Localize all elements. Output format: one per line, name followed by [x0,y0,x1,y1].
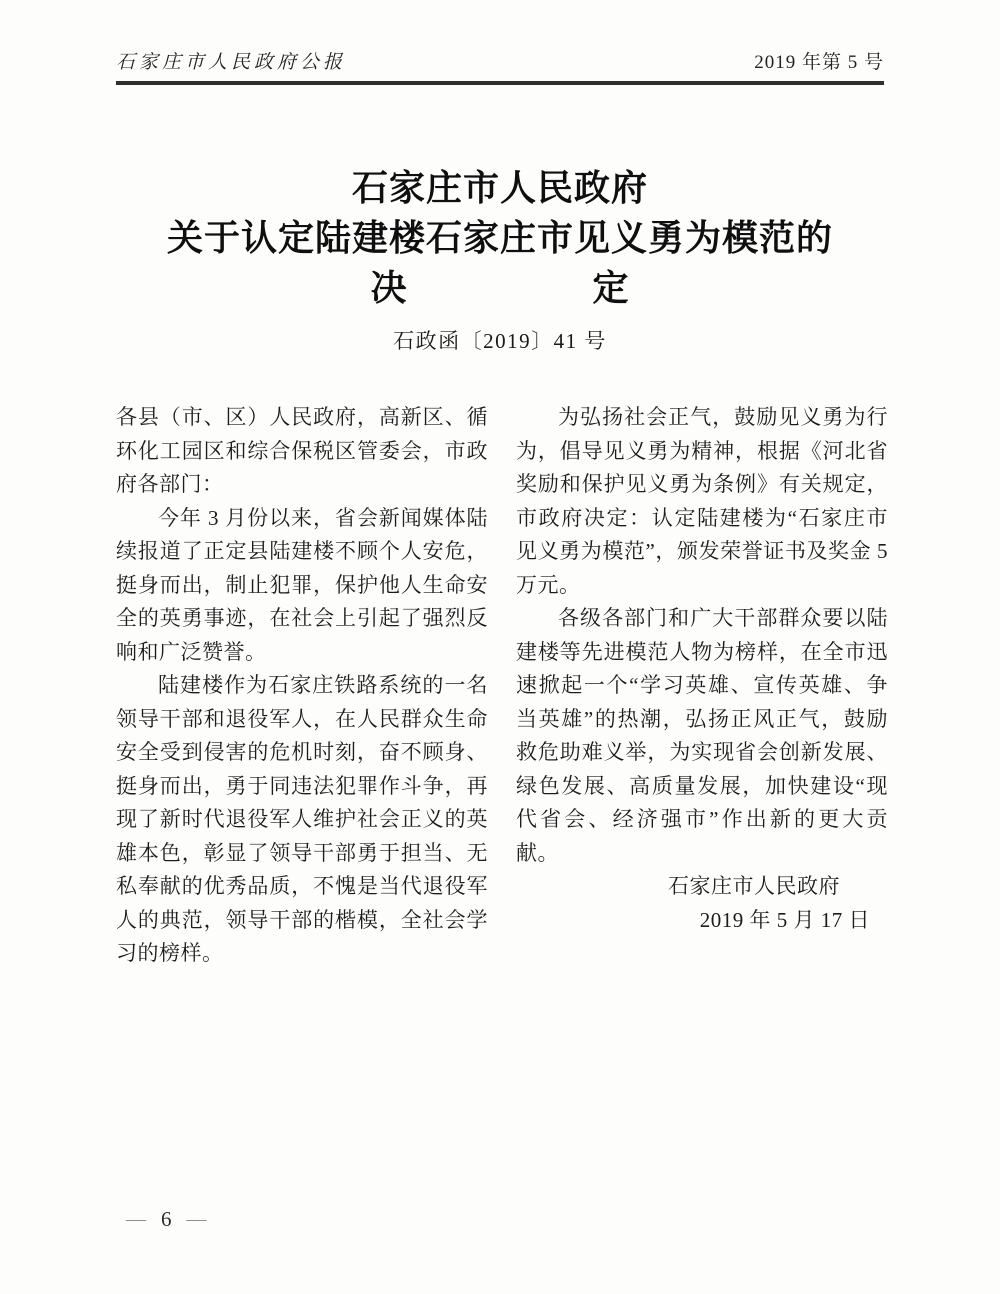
body-columns [116,401,888,971]
body-paragraph: 为弘扬社会正气，鼓励见义勇为行为，倡导见义勇为精神，根据《河北省奖励和保护见义勇为条例》有关规定，市政府决定：认定陆建楼为“石家庄市见义勇为模范”，颁发荣誉证书及奖金 5 万元。 [516,405,888,597]
right-column [516,401,888,971]
page-footer [126,1207,207,1232]
body-paragraph: 今年 3 月份以来，省会新闻媒体陆续报道了正定县陆建楼不顾个人安危，挺身而出，制止犯罪，保护他人生命安全的英勇事迹，在社会上引起了强烈反响和广泛赞誉。 [116,505,488,664]
document-title-line-2: 关于认定陆建楼石家庄市见义勇为模范的 [166,218,833,258]
footer-dash-left: — [126,1208,146,1230]
left-column [116,401,488,971]
body-paragraph: 各级各部门和广大干部群众要以陆建楼等先进模范人物为榜样，在全市迅速掀起一个“学习英雄、宣传英雄、争当英雄”的热潮，弘扬正风正气，鼓励救危助难义举，为实现省会创新发展、绿色发展、高质量发展，加快建设“现代省会、经济强市”作出新的更大贡献。 [516,606,888,865]
document-title-line-1: 石家庄市人民政府 [351,168,648,208]
issue-number: 2019 年第 5 号 [754,52,884,73]
document-title [0,163,1000,313]
page-number: 6 [161,1207,172,1231]
publication-title: 石家庄市人民政府公报 [116,52,347,73]
footer-dash-right: — [186,1208,207,1230]
document-title-line-3: 决 定 [370,268,630,308]
document-number: 石政函〔2019〕41 号 [393,329,607,353]
body-paragraph: 陆建楼作为石家庄铁路系统的一名领导干部和退役军人，在人民群众生命安全受到侵害的危机时刻，奋不顾身、挺身而出，勇于同违法犯罪作斗争，再现了新时代退役军人维护社会正义的英雄本色，彰显了领导干部勇于担当、无私奉献的优秀品质，不愧是当代退役军人的典范，领导干部的楷模，全社会学习的榜样。 [116,673,488,965]
page-header [116,47,884,85]
signature-date: 2019 年 5 月 17 日 [699,907,870,932]
salutation-paragraph: 各县（市、区）人民政府，高新区、循环化工园区和综合保税区管委会，市政府各部门： [116,405,488,496]
signature-authority: 石家庄市人民政府 [668,874,840,898]
